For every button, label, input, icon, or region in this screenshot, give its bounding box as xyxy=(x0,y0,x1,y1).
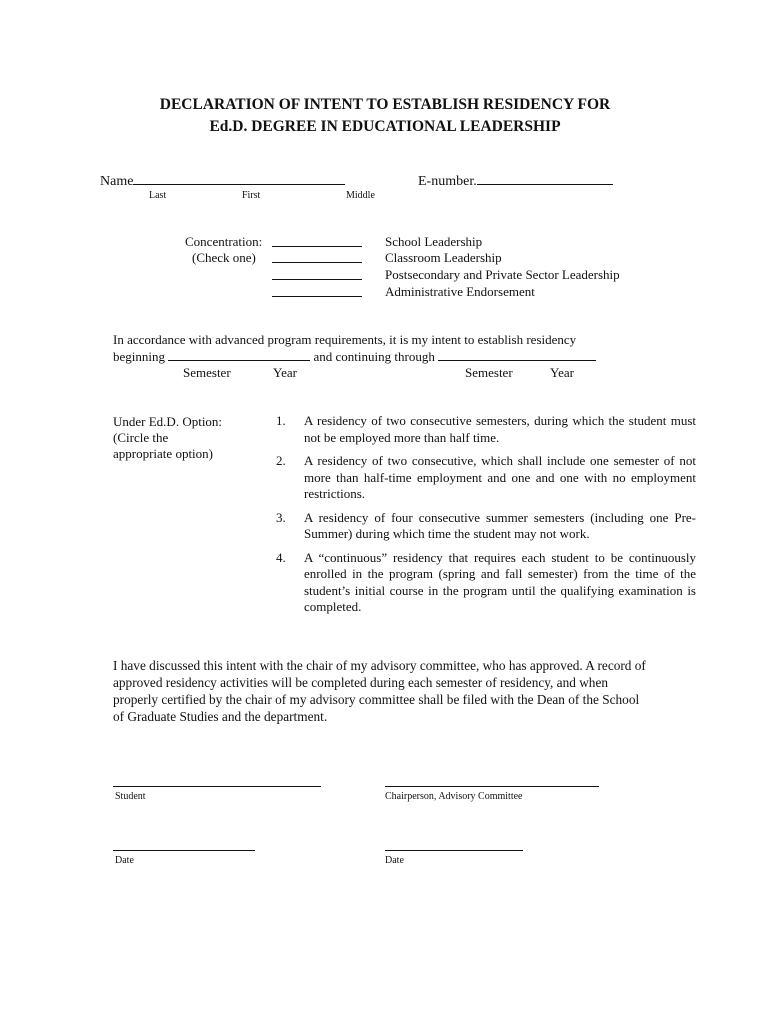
chairperson-date-label: Date xyxy=(385,855,404,866)
continuing-label: and continuing through xyxy=(313,349,435,364)
enumber-field-group xyxy=(418,172,613,190)
option-text: A residency of two consecutive, which shall include one semester of not more than half-time employment and one and one with no employment restrictions. xyxy=(304,453,696,501)
student-date-line[interactable] xyxy=(113,850,255,851)
concentration-label: Concentration: xyxy=(185,234,263,249)
concentration-check-line-4[interactable] xyxy=(272,296,362,297)
beginning-input-line[interactable] xyxy=(168,348,310,361)
name-label: Name xyxy=(100,174,134,189)
beginning-label: beginning xyxy=(113,349,165,364)
name-sublabel-last: Last xyxy=(149,190,167,201)
option-text: A residency of four consecutive summer semesters (including one Pre-Summer) during which time the student may not work. xyxy=(304,509,696,541)
residency-option[interactable] xyxy=(276,453,696,503)
check-one-label: (Check one) xyxy=(192,250,256,265)
concentration-check-line-2[interactable] xyxy=(272,262,362,263)
chairperson-label: Chairperson, Advisory Committee xyxy=(385,791,523,802)
concentration-check-line-3[interactable] xyxy=(272,279,362,280)
concentration-option-administrative: Administrative Endorsement xyxy=(385,284,535,299)
name-input-line[interactable] xyxy=(133,172,345,185)
option-number: 1. xyxy=(276,413,286,428)
concentration-check-line-1[interactable] xyxy=(272,246,362,247)
intent-line1: In accordance with advanced program requirements, it is my intent to establish residency xyxy=(113,332,577,347)
residency-option[interactable] xyxy=(276,510,696,543)
concentration-option-classroom: Classroom Leadership xyxy=(385,250,502,265)
option-number: 2. xyxy=(276,453,286,468)
circle-the-label: (Circle the xyxy=(113,430,169,445)
student-signature-line[interactable] xyxy=(113,786,321,787)
option-text: A “continuous” residency that requires each student to be continuously enrolled in the program (spring and fall semester) from the time of the student’s initial course in the program until the qualifying examination is completed. xyxy=(304,549,696,614)
semester-label-1: Semester xyxy=(183,365,231,380)
appropriate-option-label: appropriate option) xyxy=(113,446,213,461)
concentration-option-postsecondary: Postsecondary and Private Sector Leadership xyxy=(385,267,620,282)
chairperson-signature-line[interactable] xyxy=(385,786,599,787)
concentration-option-school: School Leadership xyxy=(385,234,483,249)
residency-option[interactable] xyxy=(276,413,696,446)
year-label-2: Year xyxy=(550,365,574,380)
name-field-group xyxy=(100,172,345,190)
option-number: 3. xyxy=(276,509,286,525)
intent-line2 xyxy=(113,348,596,365)
student-date-label: Date xyxy=(115,855,134,866)
option-text: A residency of two consecutive semesters, during which the student must not be employed more than half time. xyxy=(304,413,696,445)
continuing-input-line[interactable] xyxy=(438,348,596,361)
advisory-statement: I have discussed this intent with the chair of my advisory committee, who has approved. A record of approved residency activities will be completed during each semester of residency, and when properly certified by the chair of my advisory committee shall be filed with the Dean of the School of Graduate Studies and the department. xyxy=(113,658,646,724)
form-title-line1: DECLARATION OF INTENT TO ESTABLISH RESIDENCY FOR xyxy=(159,96,611,113)
name-sublabel-middle: Middle xyxy=(346,190,375,201)
under-option-label: Under Ed.D. Option: xyxy=(113,414,223,429)
year-label-1: Year xyxy=(273,365,297,380)
option-number: 4. xyxy=(276,549,286,565)
student-label: Student xyxy=(115,791,146,802)
form-title-line2: Ed.D. DEGREE IN EDUCATIONAL LEADERSHIP xyxy=(209,118,561,135)
residency-options-list xyxy=(276,413,696,623)
semester-label-2: Semester xyxy=(465,365,513,380)
enumber-label: E-number. xyxy=(418,174,477,189)
residency-option[interactable] xyxy=(276,550,696,616)
name-sublabel-first: First xyxy=(242,190,261,201)
enumber-input-line[interactable] xyxy=(477,172,613,185)
chairperson-date-line[interactable] xyxy=(385,850,523,851)
